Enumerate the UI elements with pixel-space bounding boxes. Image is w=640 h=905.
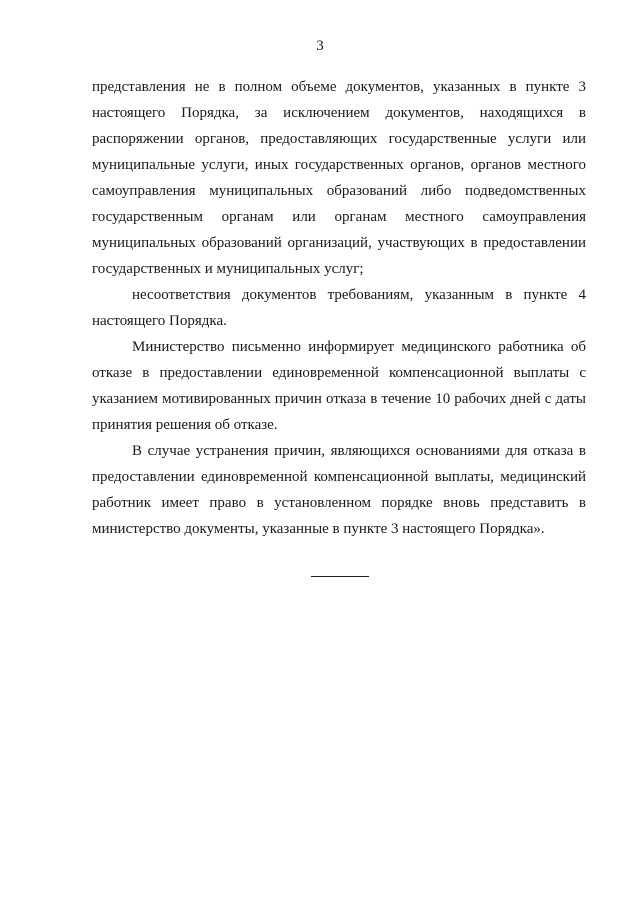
text-line: В случае устранения причин, являющихся основаниями для отказа в: [132, 443, 586, 459]
text-line: государственных и муниципальных услуг;: [92, 261, 364, 277]
text-line: распоряжении органов, предоставляющих государственные услуги или: [92, 131, 586, 147]
text-line: самоуправления муниципальных образований либо подведомственных: [92, 183, 586, 199]
paragraph-incomplete-documents: [92, 74, 586, 282]
paragraph-nonconformity: [92, 282, 586, 334]
text-line: указанием мотивированных причин отказа в течение 10 рабочих дней с даты: [92, 391, 586, 407]
text-line: несоответствия документов требованиям, указанным в пункте 4: [132, 287, 586, 303]
paragraph-resubmission: [92, 438, 586, 542]
text-line: представления не в полном объеме документов, указанных в пункте 3: [92, 79, 586, 95]
end-of-document-rule: [311, 576, 369, 577]
text-line: принятия решения об отказе.: [92, 417, 278, 433]
text-line: предоставлении единовременной компенсационной выплаты, медицинский: [92, 469, 586, 485]
text-line: настоящего Порядка.: [92, 313, 227, 329]
text-line: государственным органам или органам местного самоуправления: [92, 209, 586, 225]
text-line: министерство документы, указанные в пункте 3 настоящего Порядка».: [92, 521, 545, 537]
text-line: муниципальных образований организаций, участвующих в предоставлении: [92, 235, 586, 251]
paragraph-ministry-informs: [92, 334, 586, 438]
document-body: [92, 74, 586, 542]
text-line: отказе в предоставлении единовременной компенсационной выплаты с: [92, 365, 586, 381]
text-line: работник имеет право в установленном порядке вновь представить в: [92, 495, 586, 511]
page-number: 3: [316, 38, 324, 54]
text-line: Министерство письменно информирует медицинского работника об: [132, 339, 586, 355]
text-line: настоящего Порядка, за исключением документов, находящихся в: [92, 105, 586, 121]
text-line: муниципальные услуги, иных государственных органов, органов местного: [92, 157, 586, 173]
